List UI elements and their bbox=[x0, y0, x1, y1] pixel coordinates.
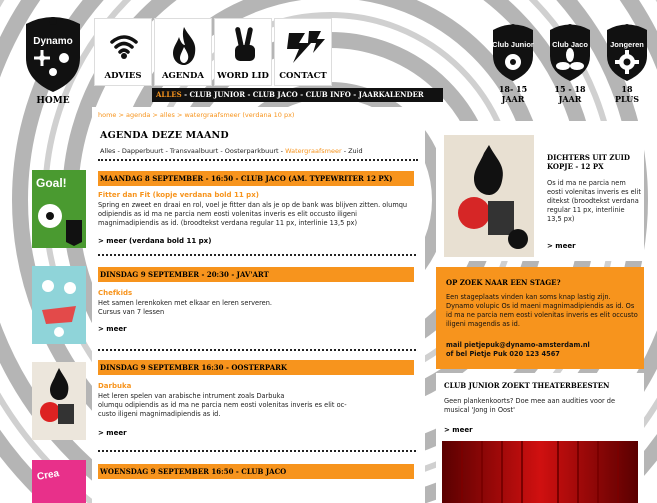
divider bbox=[98, 349, 416, 351]
event-thumb[interactable] bbox=[32, 170, 86, 248]
home-link[interactable]: HOME bbox=[36, 96, 70, 106]
event-thumb[interactable] bbox=[32, 266, 86, 344]
event-body: Het samen lerenkoken met elkaar en leren serveren. Cursus van 7 lessen bbox=[98, 299, 272, 316]
logo-name: Dynamo bbox=[33, 36, 73, 47]
event-header: MAANDAG 8 SEPTEMBER - 16:50 - CLUB JACO (AM. TYPEWRITER 12 PX) bbox=[98, 171, 414, 186]
peace-hand-icon bbox=[215, 23, 273, 67]
nav-label: ADVIES bbox=[104, 71, 142, 81]
poster-title: DICHTERS UIT ZUID KOPJE - 12 PX bbox=[547, 153, 630, 171]
thumb-text: Crea bbox=[36, 468, 61, 483]
theatre-title: CLUB JUNIOR ZOEKT THEATERBEESTEN bbox=[444, 381, 610, 390]
district-links-end[interactable]: - Zuid bbox=[341, 147, 363, 155]
shield-age: 15 - 18 JAAR bbox=[554, 84, 586, 104]
theatre-more-link[interactable]: > meer bbox=[444, 426, 473, 434]
stage-body: Een stageplaats vinden kan soms knap lastig zijn. Dynamo volupic Os id maeni magnimadipiendis as id. Os id ma ne parcia nem eosti volenitas inveris es elit occusto iligeni magendis as id. bbox=[446, 293, 638, 328]
curtain-image[interactable] bbox=[442, 441, 638, 503]
district-links[interactable]: Alles - Dapperbuurt - Transvaalbuurt - Oosterparkbuurt - bbox=[100, 147, 286, 155]
dynamo-logo[interactable] bbox=[20, 14, 86, 110]
poster-body: Os id ma ne parcia nem eosti volenitas inveris es elit ditekst (broodtekst verdana regular 11 px, interlinie 13,5 px) bbox=[547, 179, 641, 223]
divider bbox=[98, 450, 416, 452]
nav-label: AGENDA bbox=[161, 71, 205, 81]
poets-poster[interactable] bbox=[444, 135, 534, 257]
chef-poster-icon bbox=[32, 266, 86, 344]
divider bbox=[98, 254, 416, 256]
event-header: DINSDAG 9 SEPTEMBER - 20:30 - JAV'ART bbox=[98, 267, 414, 282]
shield-icon bbox=[489, 22, 537, 82]
divider bbox=[98, 159, 418, 161]
lightning-icon bbox=[275, 23, 333, 67]
poster-more-link[interactable]: > meer bbox=[547, 242, 576, 250]
event-subtitle[interactable]: Darbuka bbox=[98, 382, 132, 390]
stage-email[interactable]: mail pietjepuk@dynamo-amsterdam.nl bbox=[446, 341, 590, 349]
nav-label: WORD LID bbox=[217, 71, 269, 81]
nav-label: CONTACT bbox=[279, 71, 327, 81]
flame-icon bbox=[155, 23, 213, 67]
event-more-link[interactable]: > meer bbox=[98, 325, 127, 333]
event-more-link[interactable]: > meer bbox=[98, 429, 127, 437]
district-active[interactable]: Watergraafsmeer bbox=[285, 147, 342, 155]
subnav-alles[interactable]: ALLES bbox=[156, 90, 182, 99]
shield-jongeren[interactable] bbox=[603, 22, 651, 106]
event-thumb[interactable] bbox=[32, 362, 86, 440]
shield-age: 18- 15 JAAR bbox=[498, 84, 528, 104]
event-header: DINSDAG 9 SEPTEMBER 16:30 - OOSTERPARK bbox=[98, 360, 414, 375]
nav-tile-word-lid[interactable] bbox=[214, 18, 272, 86]
event-subtitle[interactable]: Chefkids bbox=[98, 289, 133, 297]
shield-club-junior[interactable] bbox=[489, 22, 537, 106]
sidebar bbox=[432, 107, 646, 503]
subnav-links[interactable]: - CLUB JUNIOR - CLUB JACO - CLUB INFO - JAARKALENDER bbox=[181, 90, 424, 99]
fan-icon bbox=[546, 22, 594, 82]
wifi-waves-icon bbox=[95, 23, 153, 67]
sub-nav bbox=[152, 88, 443, 102]
dynamo-shield-icon bbox=[20, 14, 86, 94]
event-header: WOENSDAG 9 SEPTEMBER 16:50 - CLUB JACO bbox=[98, 464, 414, 479]
gear-icon bbox=[603, 22, 651, 82]
thumb-text: Goal! bbox=[36, 176, 67, 190]
stage-title: OP ZOEK NAAR EEN STAGE? bbox=[446, 278, 561, 287]
event-body: Het leren spelen van arabische intrument zoals Darbuka olumqu odipiendis as id ma ne parcia nem eosti volenitas inveris es elit oc- custo iligeni magnimadipiendis as id. bbox=[98, 392, 347, 418]
breadcrumb[interactable]: home > agenda > alles > watergraafsmeer (verdana 10 px) bbox=[98, 111, 295, 119]
shield-label: Club Jaco bbox=[552, 40, 588, 49]
shield-label: Jongeren bbox=[610, 40, 644, 49]
shield-age: 18 PLUS bbox=[615, 84, 639, 104]
stage-box bbox=[436, 267, 644, 369]
event-more-link[interactable]: > meer (verdana bold 11 px) bbox=[98, 237, 212, 245]
stage-phone: of bel Pietje Puk 020 123 4567 bbox=[446, 350, 560, 358]
nav-tile-agenda[interactable] bbox=[154, 18, 212, 86]
theatre-box bbox=[436, 373, 644, 503]
nav-tile-advies[interactable] bbox=[94, 18, 152, 86]
nav-tile-contact[interactable] bbox=[274, 18, 332, 86]
poster-box bbox=[436, 121, 644, 261]
page-title: AGENDA DEZE MAAND bbox=[100, 130, 229, 141]
event-subtitle[interactable]: Fitter dan Fit (kopje verdana bold 11 px) bbox=[98, 191, 259, 199]
shield-club-jaco[interactable] bbox=[546, 22, 594, 106]
district-filter bbox=[100, 147, 363, 155]
flame-poster-icon bbox=[32, 362, 86, 440]
event-thumb[interactable] bbox=[32, 460, 86, 503]
event-body: Spring en zweet en draai en rol, voel je fitter dan als je op de bank was blijven zitten. olumqu odipiendis as id ma ne parcia nem eosti volenitas inveris es elit occusto iligeni magnimadipiendis as id. (broodtekst verdana regular 11 px, interlinie 13,5 px) bbox=[98, 201, 408, 227]
theatre-body: Geen plankenkoorts? Doe mee aan audities voor de musical 'Jong in Oost' bbox=[444, 397, 616, 414]
shield-label: Club Junior bbox=[492, 40, 534, 49]
